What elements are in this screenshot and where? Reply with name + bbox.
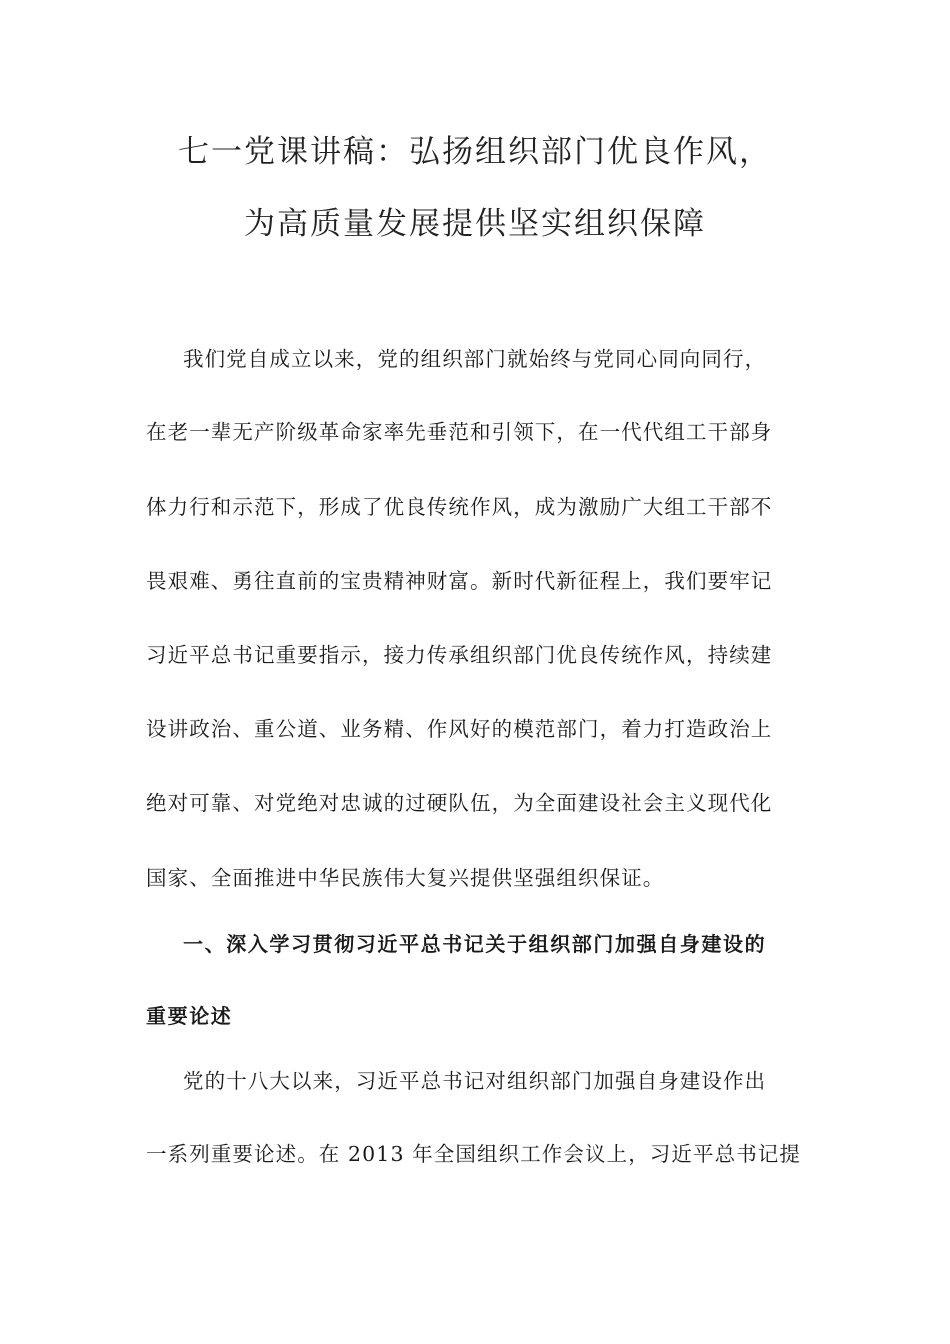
document-title-line-2: 为高质量发展提供坚实组织保障: [244, 206, 706, 242]
paragraph-line: 一系列重要论述。在 2013 年全国组织工作会议上，习近平总书记提: [146, 1142, 802, 1166]
paragraph-line: 国家、全面推进中华民族伟大复兴提供坚强组织保证。: [146, 866, 665, 890]
paragraph-line: 绝对可靠、对党绝对忠诚的过硬队伍，为全面建设社会主义现代化: [146, 791, 773, 815]
section-heading-line: 重要论述: [146, 1004, 233, 1028]
paragraph-line: 党的十八大以来，习近平总书记对组织部门加强自身建设作出: [183, 1069, 767, 1093]
paragraph-line: 体力行和示范下，形成了优良传统作风，成为激励广大组工干部不: [146, 495, 773, 519]
paragraph-line: 我们党自成立以来，党的组织部门就始终与党同心同向同行，: [183, 347, 767, 371]
paragraph-line: 畏艰难、勇往直前的宝贵精神财富。新时代新征程上，我们要牢记: [146, 569, 773, 593]
paragraph-line: 习近平总书记重要指示，接力传承组织部门优良传统作风，持续建: [146, 643, 773, 667]
paragraph-line: 设讲政治、重公道、业务精、作风好的模范部门，着力打造政治上: [146, 717, 773, 741]
section-heading-line: 一、深入学习贯彻习近平总书记关于组织部门加强自身建设的: [183, 932, 767, 956]
document-title-line-1: 七一党课讲稿：弘扬组织部门优良作风，: [178, 134, 772, 170]
paragraph-line: 在老一辈无产阶级革命家率先垂范和引领下，在一代代组工干部身: [146, 420, 773, 444]
